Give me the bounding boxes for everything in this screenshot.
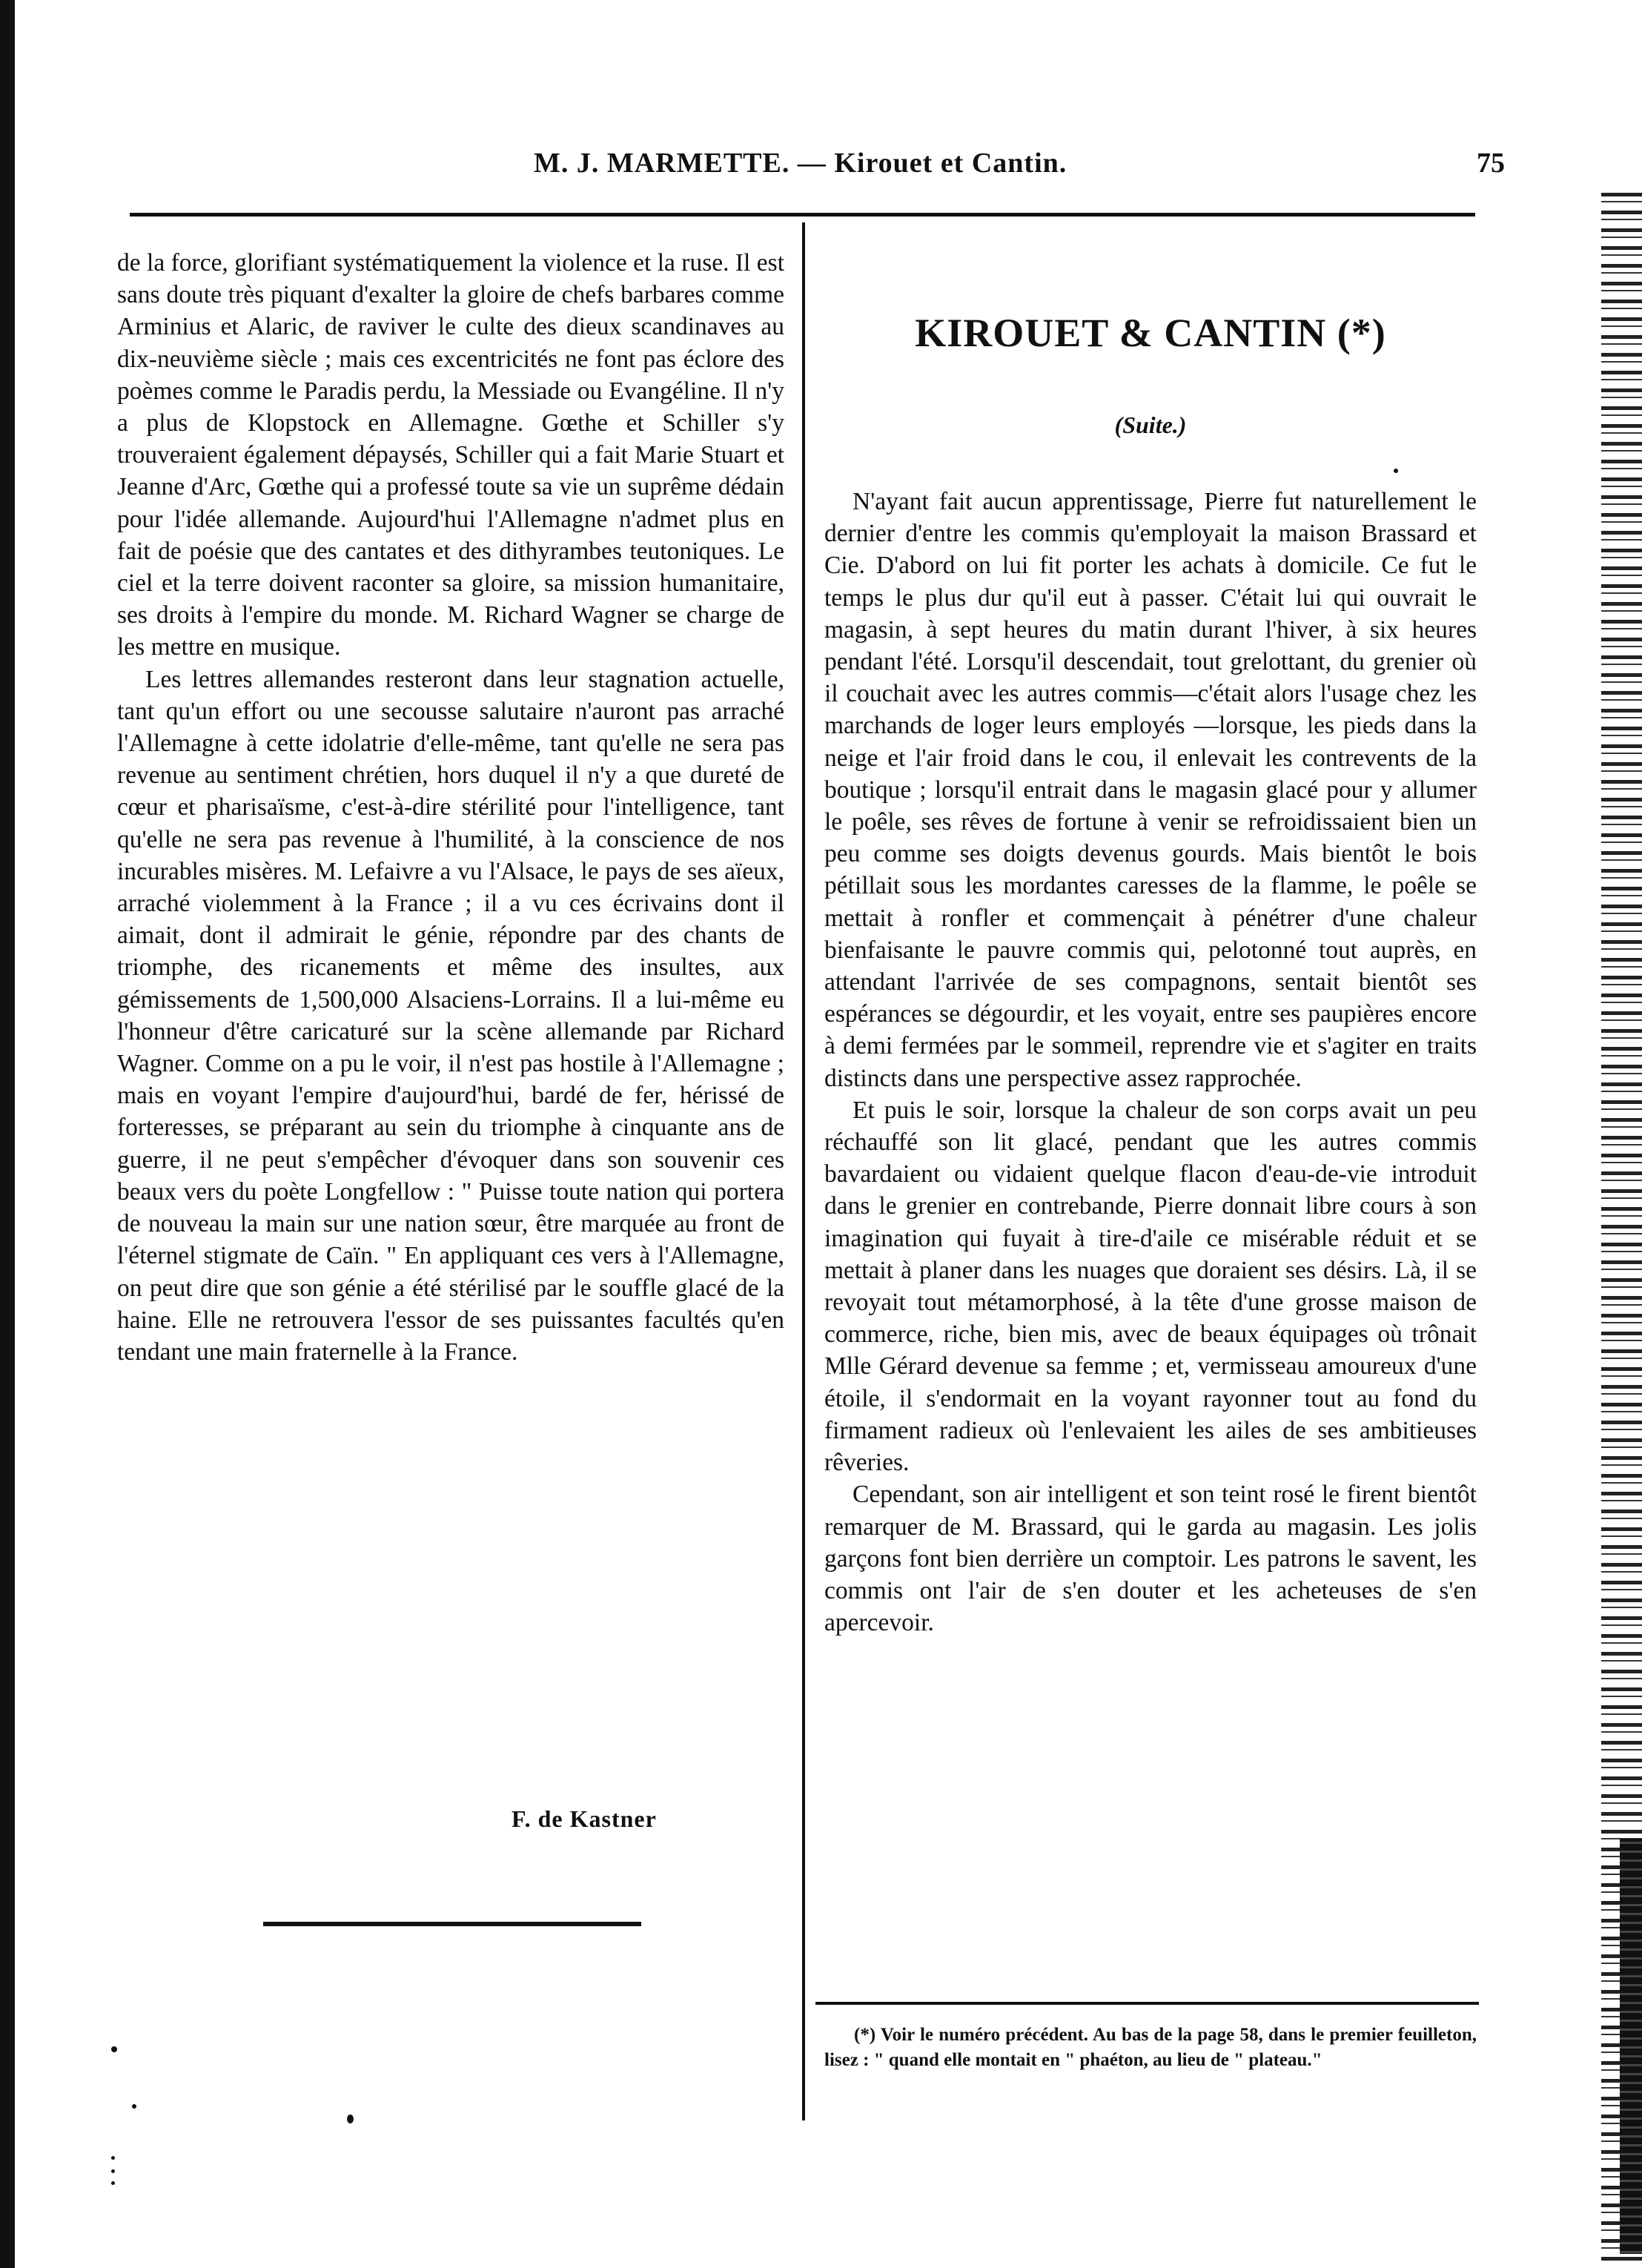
ink-speck	[111, 2156, 115, 2160]
right-column	[824, 486, 1477, 1639]
footnote: (*) Voir le numéro précédent. Au bas de la page 58, dans le premier feuilleton, lisez : " quand elle montait en " phaéton, au lieu de " plateau."	[824, 2025, 1477, 2070]
running-head: M. J. MARMETTE. — Kirouet et Cantin.	[534, 148, 1067, 179]
left-column	[117, 247, 784, 1368]
ink-speck	[1394, 469, 1398, 473]
scan-edge-left	[0, 0, 15, 2268]
article-title: KIROUET & CANTIN (*)	[915, 311, 1386, 355]
right-paragraph-3: Cependant, son air intelligent et son teint rosé le firent bientôt remarquer de M. Brassard, qui le garda au magasin. Les jolis garçons font bien derrière un comptoir. Les patrons le savent, les commis ont l'air de s'en douter et les acheteuses de s'en apercevoir.	[824, 1481, 1477, 1637]
column-divider	[802, 222, 805, 2120]
scan-edge-right-dense	[1620, 1839, 1642, 2254]
footnote-rule	[815, 2002, 1479, 2005]
ink-speck	[347, 2115, 354, 2123]
left-paragraph-2: Les lettres allemandes resteront dans leur stagnation actuelle, tant qu'un effort ou une secousse salutaire n'auront pas arraché l'Allemagne à cette idolatrie d'elle-même, tant qu'elle ne sera pas revenue au sentiment chrétien, hors duquel il n'y a que dureté de cœur et pharisaïsme, c'est-à-dire stérilité pour l'intelligence, tant qu'elle ne sera pas revenue à l'humilité, à la conscience de nos incurables misères. M. Lefaivre a vu l'Alsace, le pays de ses aïeux, arraché violemment à la France ; il a vu ces écrivains dont il aimait, dont il admirait le génie, répondre par des chants de triomphe, des ricanements et même des insultes, aux gémissements de 1,500,000 Alsaciens-Lorrains. Il a lui-même eu l'honneur d'être caricaturé sur la scène allemande par Richard Wagner. Comme on a pu le voir, il n'est pas hostile à l'Allemagne ; mais en voyant l'empire d'aujourd'hui, bardé de fer, hérissé de forteresses, se préparant au sein du triomphe à cinquante ans de guerre, il ne peut s'empêcher d'évoquer dans son souvenir ces beaux vers du poète Longfellow : " Puisse toute nation qui portera de nouveau la main sur une nation sœur, être marquée au front de l'éternel stigmate de Caïn. " En appliquant ces vers à l'Allemagne, on peut dire que son génie a été stérilisé par le souffle glacé de la haine. Elle ne retrouvera l'essor de ses puissantes facultés qu'en tendant une main fraternelle à la France.	[117, 665, 784, 1366]
page-header	[126, 147, 1505, 184]
article-end-rule	[263, 1922, 641, 1926]
right-paragraph-1: N'ayant fait aucun apprentissage, Pierre fut naturellement le dernier d'entre les commis qu'employait la maison Brassard et Cie. D'abord on lui fit porter les achats à domicile. Ce fut le temps le plus dur qu'il eut à passer. C'était lui qui ouvrait le magasin, à sept heures du matin durant l'hiver, à six heures pendant l'été. Lorsqu'il descendait, tout grelottant, du grenier où il couchait avec les autres commis—c'était alors l'usage chez les marchands de loger leurs employés —lorsque, les pieds dans la neige et l'air froid dans le cou, il enlevait les contrevents de la boutique ; lorsqu'il entrait dans le magasin glacé pour y allumer le poêle, ses rêves de fortune à venir se refroidissaient bien un peu comme ses doigts devenus gourds. Mais bientôt le bois pétillait sous les mordantes caresses de la flamme, le poêle se mettait à ronfler et commençait à pénétrer d'une chaleur bienfaisante le pauvre commis qui, pelotonné tout auprès, en attendant l'arrivée de ses compagnons, sentait bientôt ses espérances se dégourdir, et les voyait, entre ses paupières encore à demi fermées par le sommeil, reprendre vie et s'agiter en traits distincts dans une perspective assez rapprochée.	[824, 488, 1477, 1092]
page-number: 75	[1477, 148, 1505, 179]
header-rule	[130, 213, 1475, 216]
ink-speck	[132, 2104, 136, 2109]
article-signature: F. de Kastner	[512, 1805, 657, 1832]
right-paragraph-2: Et puis le soir, lorsque la chaleur de son corps avait un peu réchauffé son lit glacé, pendant que les autres commis bavardaient ou vidaient quelque flacon d'eau-de-vie introduit dans le grenier en contrebande, Pierre donnait libre cours à son imagination qui fuyait à tire-d'aile ce misérable réduit et se mettait à planer dans les nuages que doraient ses désirs. Là, il se revoyait tout métamorphosé, à la tête d'une grosse maison de commerce, riche, bien mis, avec de beaux équipages où trônait Mlle Gérard devenue sa femme ; et, vermisseau amoureux d'une étoile, il s'endormait en la voyant rayonner tout au fond du firmament radieux où l'enlevaient les ailes de ses ambitieuses rêveries.	[824, 1096, 1477, 1477]
ink-speck	[111, 2169, 115, 2173]
article-subtitle: (Suite.)	[1114, 411, 1187, 438]
left-paragraph-1: de la force, glorifiant systématiquement la violence et la ruse. Il est sans doute très piquant d'exalter la gloire de chefs barbares comme Arminius et Alaric, de raviver le culte des dieux scandinaves au dix-neuvième siècle ; mais ces excentricités ne font pas éclore des poèmes comme le Paradis perdu, la Messiade ou Evangéline. Il n'y a plus de Klopstock en Allemagne. Gœthe et Schiller s'y trouveraient également dépaysés, Schiller qui a fait Marie Stuart et Jeanne d'Arc, Gœthe qui a professé toute sa vie un suprême dédain pour l'idée allemande. Aujourd'hui l'Allemagne n'admet plus en fait de poésie que des cantates et des dithyrambes teutoniques. Le ciel et la terre doivent raconter sa gloire, sa mission humanitaire, ses droits à l'empire du monde. M. Richard Wagner se charge de les mettre en musique.	[117, 249, 784, 661]
ink-speck	[111, 2046, 117, 2052]
ink-speck	[111, 2181, 115, 2185]
